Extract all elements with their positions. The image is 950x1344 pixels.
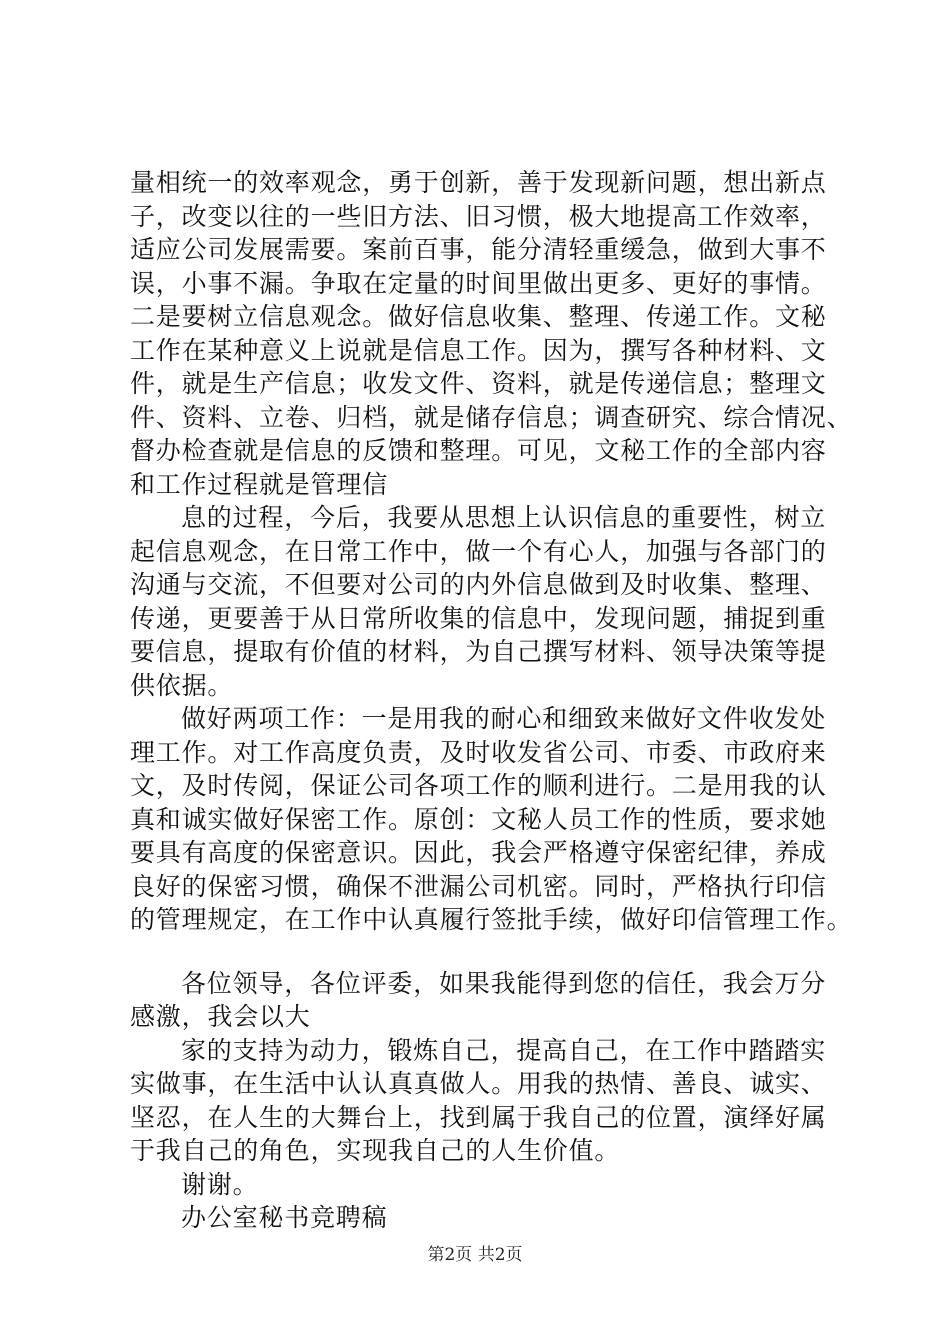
- text-line: 子，改变以往的一些旧方法、旧习惯，极大地提高工作效率，: [130, 201, 827, 231]
- text-line: 做好两项工作：一是用我的耐心和细致来做好文件收发处: [181, 704, 827, 733]
- text-line: 真和诚实做好保密工作。原创：文秘人员工作的性质，要求她: [130, 804, 827, 834]
- text-line: 二是要树立信息观念。做好信息收集、整理、传递工作。文秘: [130, 302, 827, 331]
- text-line: 供依据。: [130, 670, 234, 700]
- page-number-footer: 第2页 共2页: [427, 1245, 523, 1265]
- text-line: 沟通与交流，不但要对公司的内外信息做到及时收集、整理、: [130, 570, 827, 599]
- text-line: 文，及时传阅，保证公司各项工作的顺利进行。二是用我的认: [130, 771, 827, 800]
- text-line: 误，小事不漏。争取在定量的时间里做出更多、更好的事情。: [130, 268, 827, 298]
- text-line: 实做事，在生活中认认真真做人。用我的热情、善良、诚实、: [130, 1069, 827, 1098]
- text-line: 的管理规定，在工作中认真履行签批手续，做好印信管理工作。: [130, 905, 853, 934]
- text-line: 件、资料、立卷、归档，就是储存信息；调查研究、综合情况、: [130, 402, 853, 432]
- text-line: 感激，我会以大: [130, 1002, 311, 1031]
- text-line: 谢谢。: [181, 1169, 259, 1199]
- text-line: 工作在某种意义上说就是信息工作。因为，撰写各种材料、文: [130, 335, 827, 365]
- text-line: 量相统一的效率观念，勇于创新，善于发现新问题，想出新点: [130, 168, 827, 197]
- text-line: 各位领导，各位评委，如果我能得到您的信任，我会万分: [181, 968, 827, 998]
- text-line: 起信息观念，在日常工作中，做一个有心人，加强与各部门的: [130, 536, 827, 566]
- paragraph-gap: [130, 937, 850, 967]
- text-line: 理工作。对工作高度负责，及时收发省公司、市委、市政府来: [130, 737, 827, 767]
- text-line: 家的支持为动力，锻炼自己，提高自己，在工作中踏踏实: [181, 1035, 827, 1065]
- text-line: 和工作过程就是管理信: [130, 469, 389, 499]
- text-line: 于我自己的角色，实现我自己的人生价值。: [130, 1136, 621, 1165]
- text-line: 坚忍，在人生的大舞台上，找到属于我自己的位置，演绎好属: [130, 1102, 827, 1132]
- text-line: 适应公司发展需要。案前百事，能分清轻重缓急，做到大事不: [130, 235, 827, 264]
- text-line: 件，就是生产信息；收发文件、资料，就是传递信息；整理文: [130, 369, 827, 398]
- text-line: 要信息，提取有价值的材料，为自己撰写材料、领导决策等提: [130, 637, 827, 666]
- text-line: 办公室秘书竞聘稿: [181, 1203, 388, 1232]
- text-line: 良好的保密习惯，确保不泄漏公司机密。同时，严格执行印信: [130, 871, 827, 901]
- text-line: 督办检查就是信息的反馈和整理。可见，文秘工作的全部内容: [130, 436, 827, 465]
- text-line: 息的过程，今后，我要从思想上认识信息的重要性，树立: [181, 503, 827, 532]
- text-line: 传递，更要善于从日常所收集的信息中，发现问题，捕捉到重: [130, 603, 827, 633]
- document-body: [130, 166, 853, 1235]
- text-line: 要具有高度的保密意识。因此，我会严格遵守保密纪律，养成: [130, 838, 827, 867]
